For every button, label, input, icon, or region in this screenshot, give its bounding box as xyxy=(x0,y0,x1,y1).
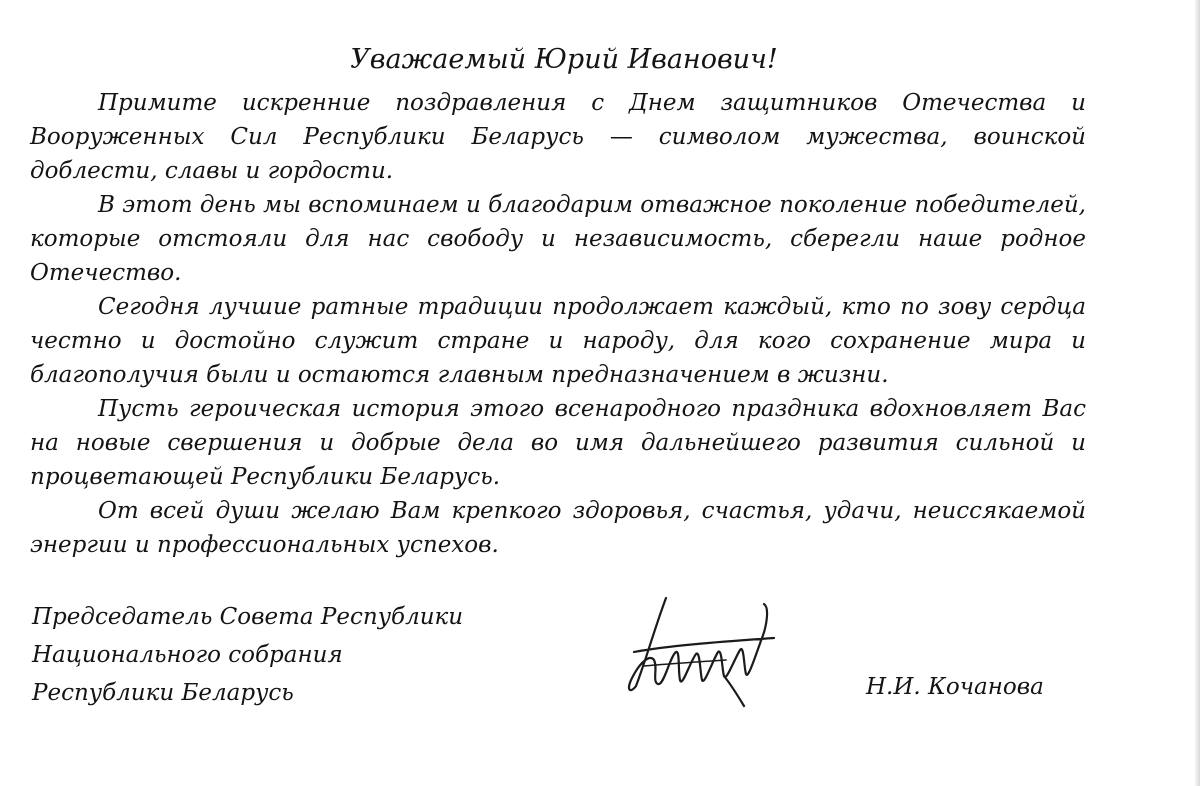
signer-title xyxy=(32,598,592,712)
signer-title-line: Республики Беларусь xyxy=(32,680,294,706)
page-edge-shadow xyxy=(1194,0,1200,786)
paragraph-congratulations: Примите искренние поздравления с Днем защитников Отечества и Вооруженных Сил Республики Беларусь — символом мужества, воинской доблести, славы и гордости. xyxy=(30,90,1086,184)
paragraph-inspiration: Пусть героическая история этого всенародного праздника вдохновляет Вас на новые свершения и добрые дела во имя дальнейшего развития сильной и процветающей Республики Беларусь. xyxy=(30,396,1086,490)
letter-body xyxy=(30,86,1086,562)
signer-title-line: Национального собрания xyxy=(32,642,343,668)
signer-name: Н.И. Кочанова xyxy=(866,674,1044,700)
greeting-heading: Уважаемый Юрий Иванович! xyxy=(350,44,778,75)
handwritten-signature-icon xyxy=(606,590,786,710)
paragraph-traditions: Сегодня лучшие ратные традиции продолжает каждый, кто по зову сердца честно и достойно служит стране и народу, для кого сохранение мира и благополучия были и остаются главным предназначением в жизни. xyxy=(30,294,1086,388)
paragraph-remembrance: В этот день мы вспоминаем и благодарим отважное поколение победителей, которые отстояли для нас свободу и независимость, сберегли наше родное Отечество. xyxy=(30,192,1086,286)
signer-title-line: Председатель Совета Республики xyxy=(32,604,464,630)
paragraph-wishes: От всей души желаю Вам крепкого здоровья, счастья, удачи, неиссякаемой энергии и профессиональных успехов. xyxy=(30,498,1086,558)
